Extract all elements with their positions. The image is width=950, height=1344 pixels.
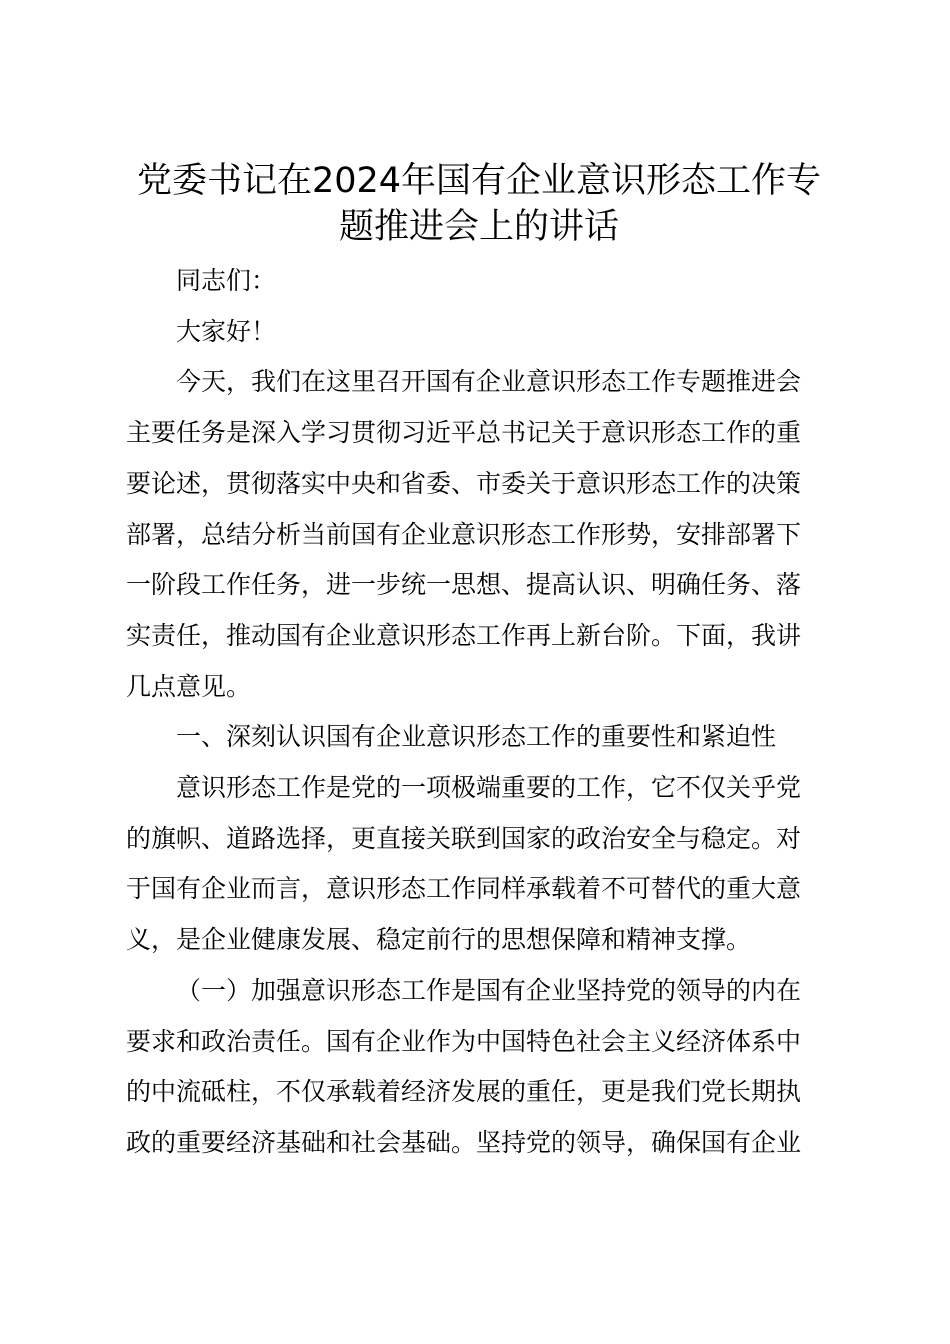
document-body: [126, 256, 832, 1169]
document-page: [126, 158, 832, 1169]
text-line: 要论述，贯彻落实中央和省委、市委关于意识形态工作的决策: [126, 468, 802, 498]
text-line: 实责任，推动国有企业意识形态工作再上新台阶。下面，我讲: [126, 620, 802, 650]
section-heading-1: [126, 712, 832, 763]
text-line: 主要任务是深入学习贯彻习近平总书记关于意识形态工作的重: [126, 418, 802, 448]
text-line: 于国有企业而言，意识形态工作同样承载着不可替代的重大意: [126, 874, 802, 904]
salutation-paragraph: [126, 256, 832, 307]
title-line-2: 题推进会上的讲话: [338, 207, 619, 247]
text-line: 意识形态工作是党的一项极端重要的工作，它不仅关乎党: [176, 773, 802, 803]
intro-paragraph: [126, 357, 832, 712]
text-line: 今天，我们在这里召开国有企业意识形态工作专题推进会: [176, 367, 802, 397]
section-1-paragraph: [126, 763, 832, 966]
text-line: 同志们：: [176, 266, 277, 295]
text-line: 要求和政治责任。国有企业作为中国特色社会主义经济体系中: [126, 1026, 802, 1056]
text-line: 的中流砥柱，不仅承载着经济发展的重任，更是我们党长期执: [126, 1077, 802, 1107]
text-line: 大家好！: [176, 316, 277, 346]
text-line: 一阶段工作任务，进一步统一思想、提高认识、明确任务、落: [126, 570, 802, 600]
document-title: [126, 158, 832, 250]
greeting-paragraph: [126, 307, 832, 358]
text-line: 义，是企业健康发展、稳定前行的思想保障和精神支撑。: [126, 925, 752, 955]
text-line: 一、深刻认识国有企业意识形态工作的重要性和紧迫性: [176, 722, 777, 752]
text-line: 几点意见。: [126, 671, 252, 701]
title-line-1: 党委书记在2024年国有企业意识形态工作专: [136, 161, 822, 201]
text-line: 政的重要经济基础和社会基础。坚持党的领导，确保国有企业: [126, 1127, 802, 1157]
text-line: 的旗帜、道路选择，更直接关联到国家的政治安全与稳定。对: [126, 823, 802, 853]
subsection-1-paragraph: [126, 966, 832, 1169]
text-line: （一）加强意识形态工作是国有企业坚持党的领导的内在: [176, 975, 802, 1005]
text-line: 部署，总结分析当前国有企业意识形态工作形势，安排部署下: [126, 519, 802, 549]
